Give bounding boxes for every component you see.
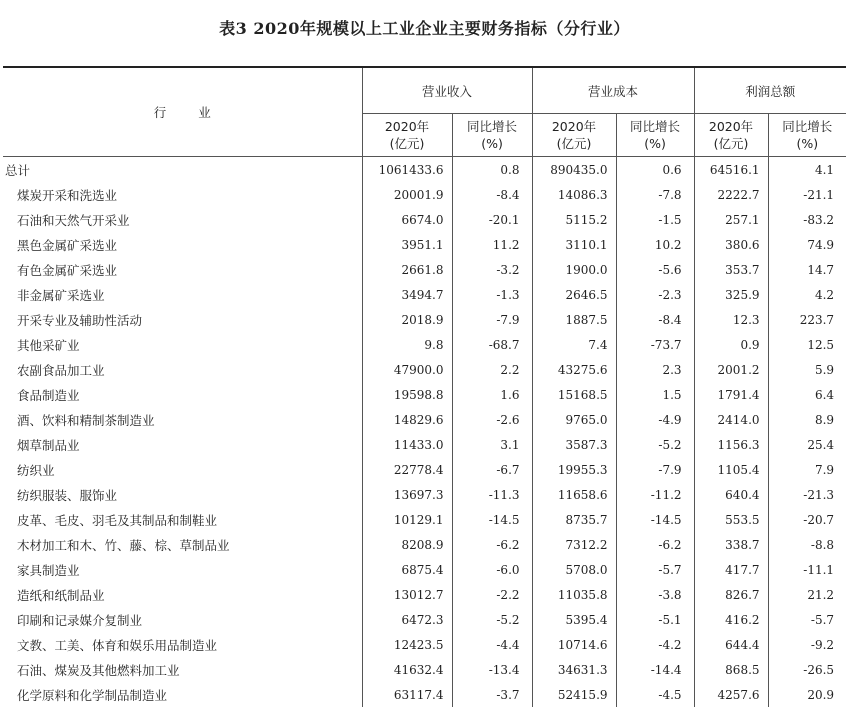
revenue-growth-cell: 0.8 (452, 157, 532, 183)
revenue-value-cell: 3494.7 (362, 282, 452, 307)
revenue-value-cell: 14829.6 (362, 407, 452, 432)
profit-growth-cell: 8.9 (768, 407, 846, 432)
cost-growth-cell: -14.5 (616, 507, 694, 532)
profit-value-cell: 640.4 (694, 482, 768, 507)
cost-growth-cell: 2.3 (616, 357, 694, 382)
revenue-value-cell: 9.8 (362, 332, 452, 357)
revenue-value-cell: 3951.1 (362, 232, 452, 257)
table-row (3, 507, 846, 532)
financial-indicators-table (3, 66, 846, 707)
industry-name-cell: 文教、工美、体育和娱乐用品制造业 (3, 632, 362, 657)
table-row (3, 682, 846, 707)
profit-value-header: 2020年 (亿元) (694, 114, 768, 157)
revenue-growth-cell: 3.1 (452, 432, 532, 457)
profit-growth-cell: 223.7 (768, 307, 846, 332)
table-row (3, 632, 846, 657)
revenue-value-cell: 11433.0 (362, 432, 452, 457)
industry-name-cell: 皮革、毛皮、羽毛及其制品和制鞋业 (3, 507, 362, 532)
table-row (3, 557, 846, 582)
industry-name-cell: 非金属矿采选业 (3, 282, 362, 307)
profit-value-cell: 2222.7 (694, 182, 768, 207)
profit-value-cell: 417.7 (694, 557, 768, 582)
cost-value-cell: 9765.0 (532, 407, 616, 432)
cost-growth-cell: -4.9 (616, 407, 694, 432)
cost-value-cell: 5708.0 (532, 557, 616, 582)
table-row (3, 532, 846, 557)
cost-value-cell: 890435.0 (532, 157, 616, 183)
cost-value-cell: 14086.3 (532, 182, 616, 207)
cost-value-cell: 5115.2 (532, 207, 616, 232)
revenue-value-cell: 13697.3 (362, 482, 452, 507)
cost-value-cell: 43275.6 (532, 357, 616, 382)
cost-value-cell: 1900.0 (532, 257, 616, 282)
table-row (3, 407, 846, 432)
cost-value-cell: 11658.6 (532, 482, 616, 507)
cost-value-cell: 2646.5 (532, 282, 616, 307)
revenue-value-cell: 12423.5 (362, 632, 452, 657)
revenue-value-cell: 20001.9 (362, 182, 452, 207)
cost-value-cell: 7.4 (532, 332, 616, 357)
industry-name-cell: 烟草制品业 (3, 432, 362, 457)
profit-value-cell: 2001.2 (694, 357, 768, 382)
industry-name-cell: 石油、煤炭及其他燃料加工业 (3, 657, 362, 682)
industry-name-cell: 酒、饮料和精制茶制造业 (3, 407, 362, 432)
industry-name-cell: 农副食品加工业 (3, 357, 362, 382)
revenue-growth-cell: -13.4 (452, 657, 532, 682)
revenue-growth-cell: 11.2 (452, 232, 532, 257)
cost-value-cell: 15168.5 (532, 382, 616, 407)
profit-value-cell: 12.3 (694, 307, 768, 332)
industry-name-cell: 纺织业 (3, 457, 362, 482)
cost-growth-cell: -2.3 (616, 282, 694, 307)
profit-growth-cell: -5.7 (768, 607, 846, 632)
revenue-growth-cell: -4.4 (452, 632, 532, 657)
table-row (3, 282, 846, 307)
industry-name-cell: 家具制造业 (3, 557, 362, 582)
cost-growth-cell: -8.4 (616, 307, 694, 332)
revenue-value-cell: 10129.1 (362, 507, 452, 532)
profit-growth-cell: -8.8 (768, 532, 846, 557)
revenue-growth-cell: -8.4 (452, 182, 532, 207)
revenue-growth-cell: -5.2 (452, 607, 532, 632)
revenue-growth-cell: -6.2 (452, 532, 532, 557)
cost-value-cell: 19955.3 (532, 457, 616, 482)
profit-growth-cell: 4.1 (768, 157, 846, 183)
profit-value-cell: 1156.3 (694, 432, 768, 457)
profit-header: 利润总额 (694, 67, 846, 114)
table-row (3, 207, 846, 232)
cost-growth-cell: -7.9 (616, 457, 694, 482)
cost-growth-cell: -14.4 (616, 657, 694, 682)
revenue-growth-cell: -3.2 (452, 257, 532, 282)
cost-growth-cell: -5.7 (616, 557, 694, 582)
cost-value-cell: 8735.7 (532, 507, 616, 532)
industry-name-cell: 食品制造业 (3, 382, 362, 407)
table-row (3, 457, 846, 482)
profit-value-cell: 257.1 (694, 207, 768, 232)
revenue-value-cell: 8208.9 (362, 532, 452, 557)
table-row (3, 432, 846, 457)
revenue-growth-cell: 2.2 (452, 357, 532, 382)
profit-growth-cell: 14.7 (768, 257, 846, 282)
cost-value-cell: 1887.5 (532, 307, 616, 332)
cost-growth-cell: -1.5 (616, 207, 694, 232)
profit-value-cell: 0.9 (694, 332, 768, 357)
profit-growth-cell: -9.2 (768, 632, 846, 657)
cost-value-header: 2020年 (亿元) (532, 114, 616, 157)
profit-growth-cell: 20.9 (768, 682, 846, 707)
profit-value-cell: 868.5 (694, 657, 768, 682)
profit-growth-cell: -21.1 (768, 182, 846, 207)
profit-growth-cell: 7.9 (768, 457, 846, 482)
profit-growth-cell: 5.9 (768, 357, 846, 382)
revenue-growth-cell: -6.0 (452, 557, 532, 582)
industry-name-cell: 石油和天然气开采业 (3, 207, 362, 232)
revenue-growth-cell: -2.2 (452, 582, 532, 607)
revenue-growth-header: 同比增长 (%) (452, 114, 532, 157)
profit-value-cell: 1791.4 (694, 382, 768, 407)
revenue-value-cell: 1061433.6 (362, 157, 452, 183)
industry-name-cell: 煤炭开采和洗选业 (3, 182, 362, 207)
revenue-value-cell: 2018.9 (362, 307, 452, 332)
revenue-growth-cell: 1.6 (452, 382, 532, 407)
industry-name-cell: 印刷和记录媒介复制业 (3, 607, 362, 632)
revenue-value-cell: 13012.7 (362, 582, 452, 607)
revenue-growth-cell: -2.6 (452, 407, 532, 432)
profit-growth-header: 同比增长 (%) (768, 114, 846, 157)
profit-growth-cell: 6.4 (768, 382, 846, 407)
profit-value-cell: 64516.1 (694, 157, 768, 183)
industry-name-cell: 纺织服装、服饰业 (3, 482, 362, 507)
table-row (3, 357, 846, 382)
table-title: 表3 2020年规模以上工业企业主要财务指标（分行业） (0, 16, 849, 39)
table-row (3, 307, 846, 332)
industry-name-cell: 开采专业及辅助性活动 (3, 307, 362, 332)
cost-growth-cell: 0.6 (616, 157, 694, 183)
cost-value-cell: 5395.4 (532, 607, 616, 632)
table-row (3, 607, 846, 632)
cost-growth-cell: -4.5 (616, 682, 694, 707)
profit-value-cell: 826.7 (694, 582, 768, 607)
table-row (3, 332, 846, 357)
cost-value-cell: 10714.6 (532, 632, 616, 657)
profit-value-cell: 325.9 (694, 282, 768, 307)
cost-growth-cell: -4.2 (616, 632, 694, 657)
revenue-value-cell: 22778.4 (362, 457, 452, 482)
cost-growth-cell: -5.2 (616, 432, 694, 457)
profit-growth-cell: 4.2 (768, 282, 846, 307)
cost-growth-header: 同比增长 (%) (616, 114, 694, 157)
profit-growth-cell: -83.2 (768, 207, 846, 232)
cost-value-cell: 3587.3 (532, 432, 616, 457)
total-row (3, 157, 846, 183)
cost-growth-cell: -7.8 (616, 182, 694, 207)
cost-growth-cell: 1.5 (616, 382, 694, 407)
cost-header: 营业成本 (532, 67, 694, 114)
revenue-growth-cell: -14.5 (452, 507, 532, 532)
revenue-value-cell: 2661.8 (362, 257, 452, 282)
table-row (3, 382, 846, 407)
profit-value-cell: 1105.4 (694, 457, 768, 482)
cost-growth-cell: -5.6 (616, 257, 694, 282)
revenue-growth-cell: -20.1 (452, 207, 532, 232)
revenue-value-header: 2020年 (亿元) (362, 114, 452, 157)
profit-value-cell: 416.2 (694, 607, 768, 632)
revenue-value-cell: 6875.4 (362, 557, 452, 582)
profit-value-cell: 338.7 (694, 532, 768, 557)
industry-name-cell: 造纸和纸制品业 (3, 582, 362, 607)
cost-value-cell: 11035.8 (532, 582, 616, 607)
profit-growth-cell: -26.5 (768, 657, 846, 682)
revenue-value-cell: 47900.0 (362, 357, 452, 382)
industry-name-cell: 总计 (3, 157, 362, 183)
cost-growth-cell: -6.2 (616, 532, 694, 557)
profit-value-cell: 380.6 (694, 232, 768, 257)
profit-value-cell: 644.4 (694, 632, 768, 657)
table-row (3, 182, 846, 207)
revenue-value-cell: 63117.4 (362, 682, 452, 707)
profit-value-cell: 353.7 (694, 257, 768, 282)
revenue-growth-cell: -6.7 (452, 457, 532, 482)
industry-name-cell: 有色金属矿采选业 (3, 257, 362, 282)
revenue-growth-cell: -68.7 (452, 332, 532, 357)
profit-growth-cell: -11.1 (768, 557, 846, 582)
cost-value-cell: 7312.2 (532, 532, 616, 557)
cost-growth-cell: -3.8 (616, 582, 694, 607)
table-row (3, 582, 846, 607)
table-row (3, 657, 846, 682)
industry-name-cell: 黑色金属矿采选业 (3, 232, 362, 257)
table-body (3, 157, 846, 707)
profit-value-cell: 4257.6 (694, 682, 768, 707)
revenue-value-cell: 6674.0 (362, 207, 452, 232)
revenue-value-cell: 41632.4 (362, 657, 452, 682)
revenue-growth-cell: -11.3 (452, 482, 532, 507)
table-row (3, 482, 846, 507)
revenue-growth-cell: -7.9 (452, 307, 532, 332)
revenue-value-cell: 19598.8 (362, 382, 452, 407)
industry-name-cell: 木材加工和木、竹、藤、棕、草制品业 (3, 532, 362, 557)
profit-growth-cell: 21.2 (768, 582, 846, 607)
cost-growth-cell: 10.2 (616, 232, 694, 257)
table-row (3, 257, 846, 282)
profit-growth-cell: 25.4 (768, 432, 846, 457)
profit-growth-cell: 12.5 (768, 332, 846, 357)
profit-value-cell: 553.5 (694, 507, 768, 532)
profit-growth-cell: -21.3 (768, 482, 846, 507)
profit-growth-cell: 74.9 (768, 232, 846, 257)
industry-name-cell: 化学原料和化学制品制造业 (3, 682, 362, 707)
table-row (3, 232, 846, 257)
cost-growth-cell: -5.1 (616, 607, 694, 632)
revenue-growth-cell: -1.3 (452, 282, 532, 307)
revenue-growth-cell: -3.7 (452, 682, 532, 707)
cost-growth-cell: -73.7 (616, 332, 694, 357)
cost-value-cell: 3110.1 (532, 232, 616, 257)
industry-header: 行 业 (3, 67, 362, 157)
revenue-value-cell: 6472.3 (362, 607, 452, 632)
cost-value-cell: 34631.3 (532, 657, 616, 682)
profit-value-cell: 2414.0 (694, 407, 768, 432)
cost-growth-cell: -11.2 (616, 482, 694, 507)
cost-value-cell: 52415.9 (532, 682, 616, 707)
revenue-header: 营业收入 (362, 67, 532, 114)
industry-name-cell: 其他采矿业 (3, 332, 362, 357)
profit-growth-cell: -20.7 (768, 507, 846, 532)
